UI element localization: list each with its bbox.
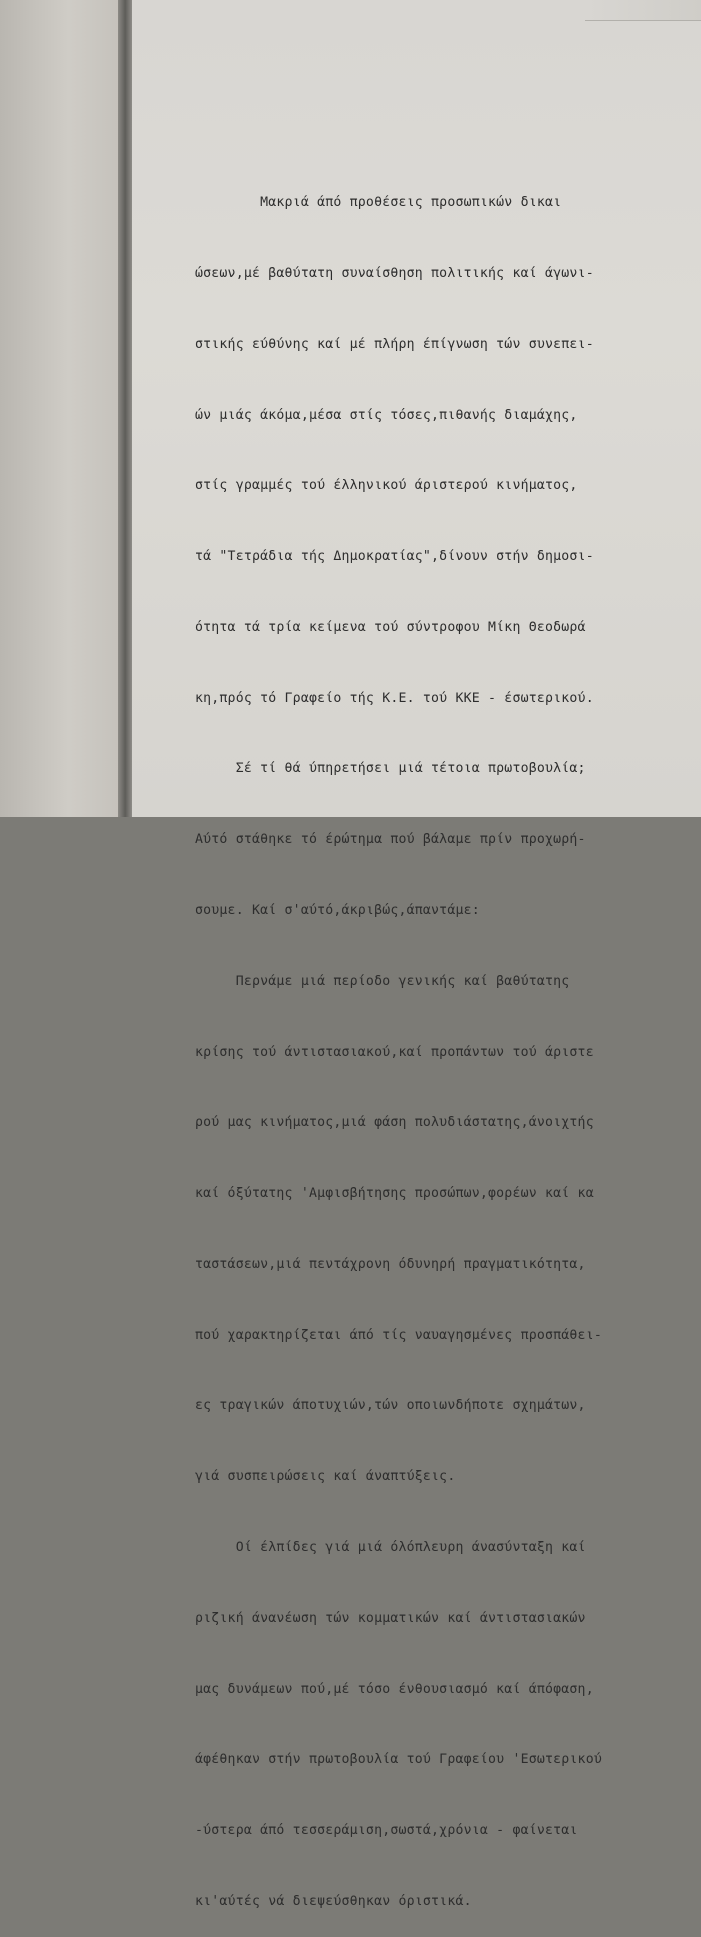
text-line: μας δυνάμεων πού,μέ τόσο ένθουσιασμό καί άπόφαση, — [195, 1681, 594, 1697]
text-line: Μακριά άπό προθέσεις προσωπικών δικαι — [195, 195, 562, 211]
text-line: σουμε. Καί σ'αύτό,άκριβώς,άπαντάμε: — [195, 903, 480, 918]
text-line: ών μιάς άκόμα,μέσα στίς τόσες,πιθανής διαμάχης, — [195, 407, 578, 423]
text-line: ριζική άνανέωση τών κομματικών καί άντιστασιακών — [195, 1610, 586, 1626]
text-line: ότητα τά τρία κείμενα τού σύντροφου Μίκη Θεοδωρά — [195, 619, 586, 635]
text-line: Αύτό στάθηκε τό έρώτημα πού βάλαμε πρίν προχωρή- — [195, 832, 586, 848]
typewritten-text — [195, 144, 695, 1937]
text-line: κι'αύτές νά διεψεύσθηκαν όριστικά. — [195, 1893, 472, 1909]
text-line: τά "Τετράδια τής Δημοκρατίας",δίνουν στήν δημοσι- — [195, 549, 594, 565]
text-line: άφέθηκαν στήν πρωτοβουλία τού Γραφείου 'Εσωτερικού — [195, 1752, 602, 1768]
text-line: Σέ τί θά ύπηρετήσει μιά τέτοια πρωτοβουλία; — [195, 761, 586, 777]
text-line: -ύστερα άπό τεσσεράμιση,σωστά,χρόνια - φαίνεται — [195, 1823, 578, 1839]
text-line: κρίσης τού άντιστασιακού,καί προπάντων τού άριστε — [195, 1044, 594, 1060]
protruding-sheet — [585, 0, 701, 21]
text-line: κη,πρός τό Γραφείο τής Κ.Ε. τού ΚΚΕ - έσωτερικού. — [195, 690, 594, 706]
left-page — [0, 0, 124, 817]
text-line: ες τραγικών άποτυχιών,τών οποιωνδήποτε σχημάτων, — [195, 1398, 586, 1414]
text-line: στίς γραμμές τού έλληνικού άριστερού κινήματος, — [195, 478, 578, 494]
text-line: καί όξύτατης 'Αμφισβήτησης προσώπων,φορέων καί κα — [195, 1186, 594, 1202]
text-line: στικής εύθύνης καί μέ πλήρη έπίγνωση τών συνεπει- — [195, 336, 594, 352]
text-line: ρού μας κινήματος,μιά φάση πολυδιάστατης,άνοιχτής — [195, 1115, 594, 1131]
text-line: γιά συσπειρώσεις καί άναπτύξεις. — [195, 1469, 456, 1485]
text-line: ταστάσεων,μιά πεντάχρονη όδυνηρή πραγματικότητα, — [195, 1256, 586, 1272]
text-line: Οί έλπίδες γιά μιά όλόπλευρη άνασύνταξη καί — [195, 1540, 586, 1556]
text-line: πού χαρακτηρίζεται άπό τίς ναυαγησμένες προσπάθει- — [195, 1327, 602, 1343]
text-line: Περνάμε μιά περίοδο γενικής καί βαθύτατης — [195, 973, 570, 989]
text-line: ώσεων,μέ βαθύτατη συναίσθηση πολιτικής καί άγωνι- — [195, 265, 594, 281]
